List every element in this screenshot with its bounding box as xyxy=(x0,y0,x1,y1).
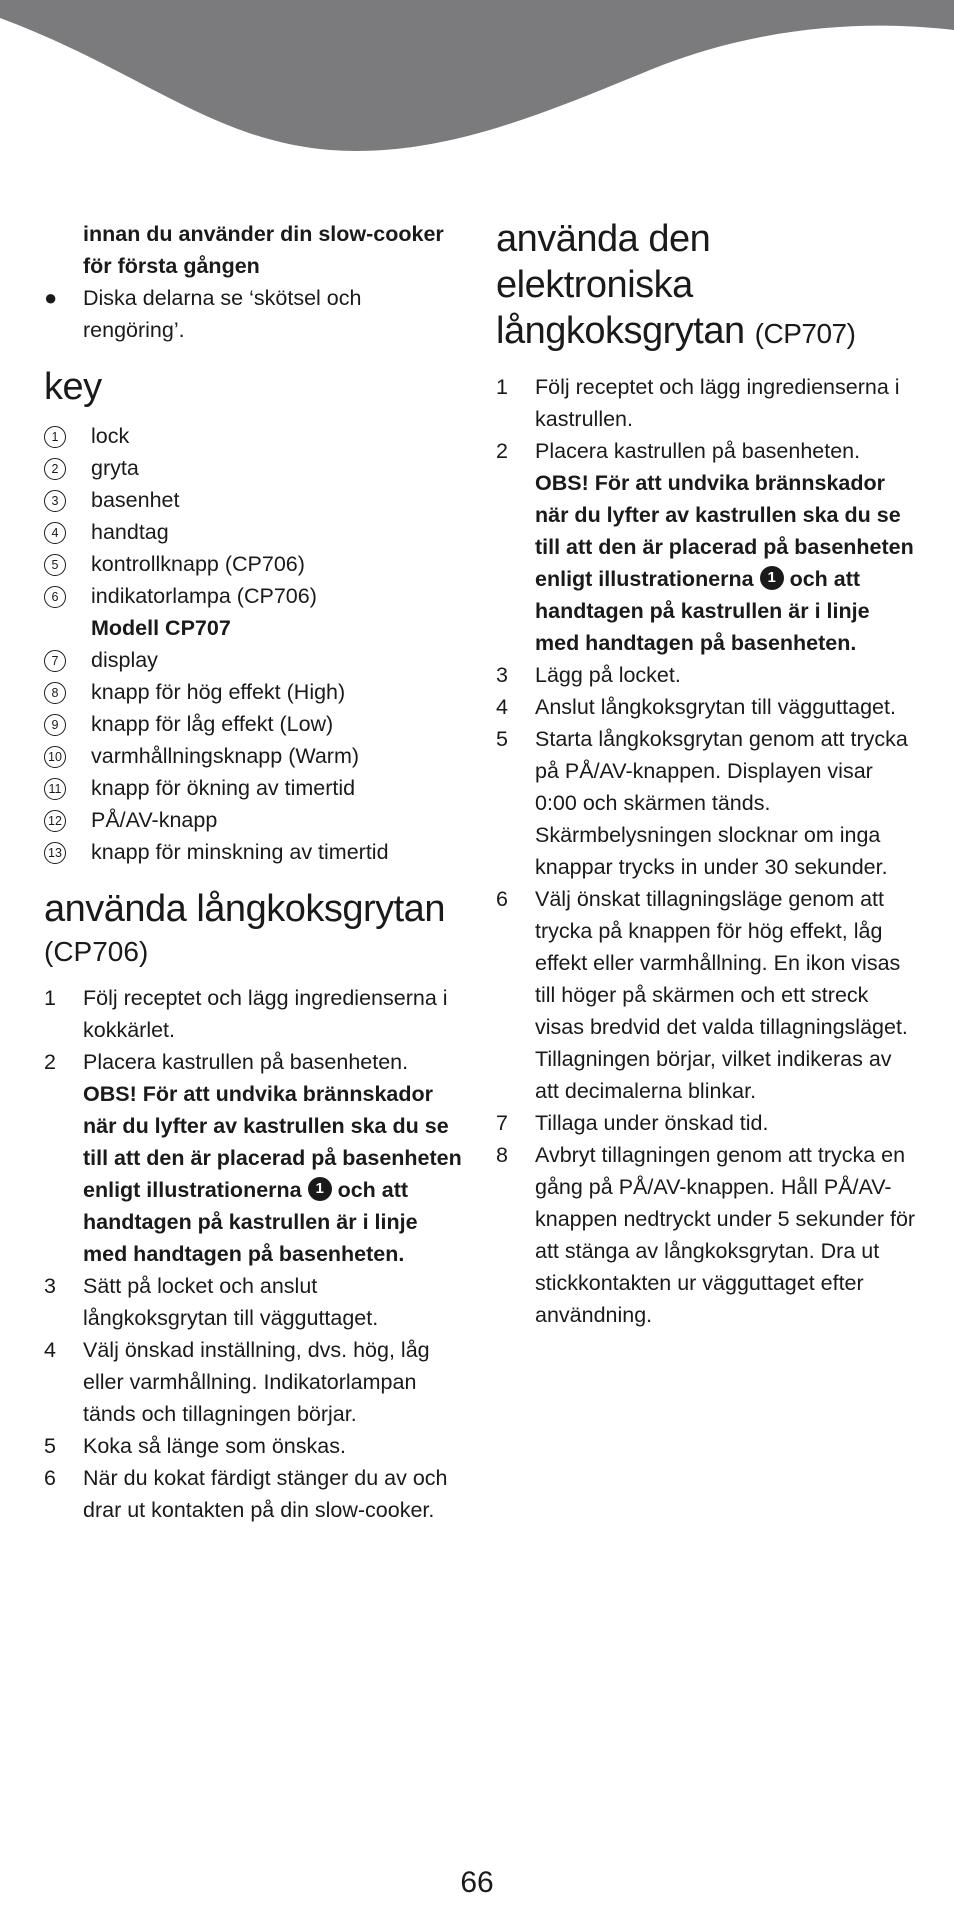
intro-bullet-text: Diska delarna se ‘skötsel och rengöring’. xyxy=(83,286,362,342)
warning-text-cont: och att handtagen på kastrullen är i linje med handtagen på basenheten. xyxy=(83,1178,418,1266)
step-text: Välj önskat tillagningsläge genom att trycka på knappen för hög effekt, låg effekt eller varmhållning. En ikon visas till höger på skärmen och ett streck visas bredvid det valda tillagningsläget. Tillagningen börjar, vilket indikeras av att decimalerna blinkar. xyxy=(535,887,908,1103)
key-number-icon: 6 xyxy=(44,580,91,612)
step-text: Placera kastrullen på basenheten. xyxy=(83,1050,409,1074)
intro-bullet xyxy=(44,282,464,346)
key-item xyxy=(44,772,464,804)
step-item xyxy=(496,1107,916,1139)
step-item xyxy=(44,1046,464,1078)
key-item-label: kontrollknapp (CP706) xyxy=(91,552,305,576)
step-text: När du kokat färdigt stänger du av och drar ut kontakten på din slow-cooker. xyxy=(83,1466,448,1522)
section-heading-cp707 xyxy=(496,216,916,357)
key-item-label: handtag xyxy=(91,520,169,544)
step-text: Välj önskad inställning, dvs. hög, låg eller varmhållning. Indikatorlampan tänds och tillagningen börjar. xyxy=(83,1338,430,1426)
steps-list-cont xyxy=(496,659,916,1331)
key-item xyxy=(44,548,464,580)
key-number-icon: 1 xyxy=(44,420,91,452)
step-text: Avbryt tillagningen genom att trycka en gång på PÅ/AV-knappen. Håll PÅ/AV-knappen nedtryckt under 5 sekunder för att stänga av långkoksgrytan. Dra ut stickkontakten ur vägguttaget efter användning. xyxy=(535,1143,916,1327)
key-item xyxy=(44,708,464,740)
left-column xyxy=(44,218,464,1526)
step-number: 1 xyxy=(44,986,56,1010)
illustration-number-icon: 1 xyxy=(308,1177,332,1201)
key-list xyxy=(44,420,464,612)
warning-text: OBS! För att undvika brännskador när du lyfter av kastrullen ska du se till att den är placerad på basenheten enligt illustrationerna xyxy=(83,1082,462,1202)
key-number-icon: 11 xyxy=(44,772,91,804)
key-number-icon: 13 xyxy=(44,836,91,868)
section-subheading-cp706: (CP706) xyxy=(44,936,149,967)
key-model-label: Modell CP707 xyxy=(91,616,231,640)
step-number: 6 xyxy=(44,1466,56,1490)
key-number-icon: 9 xyxy=(44,708,91,740)
step-text: Sätt på locket och anslut långkoksgrytan till vägguttaget. xyxy=(83,1274,379,1330)
step-number: 2 xyxy=(44,1050,56,1074)
bullet-icon: ● xyxy=(44,285,58,310)
warning-text-cont: och att handtagen på kastrullen är i linje med handtagen på basenheten. xyxy=(535,567,870,655)
step-number: 7 xyxy=(496,1111,508,1135)
steps-list xyxy=(44,982,464,1078)
step-number: 3 xyxy=(44,1274,56,1298)
key-heading: key xyxy=(44,366,102,408)
key-item xyxy=(44,420,464,452)
warning-text: OBS! För att undvika brännskador när du lyfter av kastrullen ska du se till att den är placerad på basenheten enligt illustrationerna xyxy=(535,471,914,591)
key-number-icon: 8 xyxy=(44,676,91,708)
step-item xyxy=(496,691,916,723)
key-item xyxy=(44,452,464,484)
step-text: Starta långkoksgrytan genom att trycka på PÅ/AV-knappen. Displayen visar 0:00 och skärmen tänds. Skärmbelysningen slocknar om inga knappar trycks in under 30 sekunder. xyxy=(535,727,908,879)
step-number: 4 xyxy=(496,695,508,719)
step-text: Koka så länge som önskas. xyxy=(83,1434,346,1458)
illustration-number-icon: 1 xyxy=(760,566,784,590)
key-item xyxy=(44,484,464,516)
key-item-label: knapp för minskning av timertid xyxy=(91,840,389,864)
section-heading-text: använda den elektroniska långkoksgrytan xyxy=(496,218,745,352)
step-item xyxy=(44,1462,464,1526)
step-item xyxy=(496,883,916,1107)
key-item xyxy=(44,676,464,708)
step-number: 8 xyxy=(496,1143,508,1167)
key-item xyxy=(44,516,464,548)
step-text: Följ receptet och lägg ingredienserna i kastrullen. xyxy=(535,375,900,431)
step-text: Tillaga under önskad tid. xyxy=(535,1111,769,1135)
key-item xyxy=(44,836,464,868)
step-number: 2 xyxy=(496,439,508,463)
key-number-icon: 2 xyxy=(44,452,91,484)
warning-block xyxy=(496,467,916,659)
key-item-label: knapp för låg effekt (Low) xyxy=(91,712,334,736)
key-item-label: knapp för ökning av timertid xyxy=(91,776,356,800)
step-text: Placera kastrullen på basenheten. xyxy=(535,439,861,463)
key-item-label: PÅ/AV-knapp xyxy=(91,808,218,832)
key-item xyxy=(44,804,464,836)
step-text: Följ receptet och lägg ingredienserna i kokkärlet. xyxy=(83,986,448,1042)
key-number-icon: 12 xyxy=(44,804,91,836)
section-heading-cp706: använda långkoksgrytan xyxy=(44,888,445,930)
key-item-label: basenhet xyxy=(91,488,180,512)
key-number-icon: 5 xyxy=(44,548,91,580)
step-number: 3 xyxy=(496,663,508,687)
step-text: Anslut långkoksgrytan till vägguttaget. xyxy=(535,695,896,719)
step-number: 5 xyxy=(496,727,508,751)
step-item xyxy=(496,1139,916,1331)
step-number: 5 xyxy=(44,1434,56,1458)
step-item xyxy=(44,1430,464,1462)
step-item xyxy=(496,723,916,883)
key-item-label: gryta xyxy=(91,456,139,480)
key-list-model xyxy=(44,644,464,868)
step-number: 6 xyxy=(496,887,508,911)
key-number-icon: 10 xyxy=(44,740,91,772)
key-item-label: varmhållningsknapp (Warm) xyxy=(91,744,360,768)
warning-block xyxy=(44,1078,464,1270)
key-item xyxy=(44,580,464,612)
step-number: 4 xyxy=(44,1338,56,1362)
key-number-icon: 4 xyxy=(44,516,91,548)
page-number: 66 xyxy=(460,1866,494,1899)
right-column xyxy=(496,216,916,1331)
step-item xyxy=(44,982,464,1046)
key-item-label: indikatorlampa (CP706) xyxy=(91,584,317,608)
key-number-icon: 7 xyxy=(44,644,91,676)
step-text: Lägg på locket. xyxy=(535,663,681,687)
key-item-label: lock xyxy=(91,424,130,448)
steps-list xyxy=(496,371,916,467)
key-item xyxy=(44,740,464,772)
step-item xyxy=(496,371,916,435)
key-item-label: knapp för hög effekt (High) xyxy=(91,680,346,704)
step-item xyxy=(44,1270,464,1334)
steps-list-cont xyxy=(44,1270,464,1526)
key-item-label: display xyxy=(91,648,158,672)
intro-bold-heading: innan du använder din slow-cooker för första gången xyxy=(83,222,444,278)
section-heading-model: (CP707) xyxy=(754,318,856,349)
step-item xyxy=(496,659,916,691)
header-wave-decoration xyxy=(0,0,954,160)
key-item xyxy=(44,644,464,676)
key-number-icon: 3 xyxy=(44,484,91,516)
step-number: 1 xyxy=(496,375,508,399)
step-item xyxy=(44,1334,464,1430)
step-item xyxy=(496,435,916,467)
